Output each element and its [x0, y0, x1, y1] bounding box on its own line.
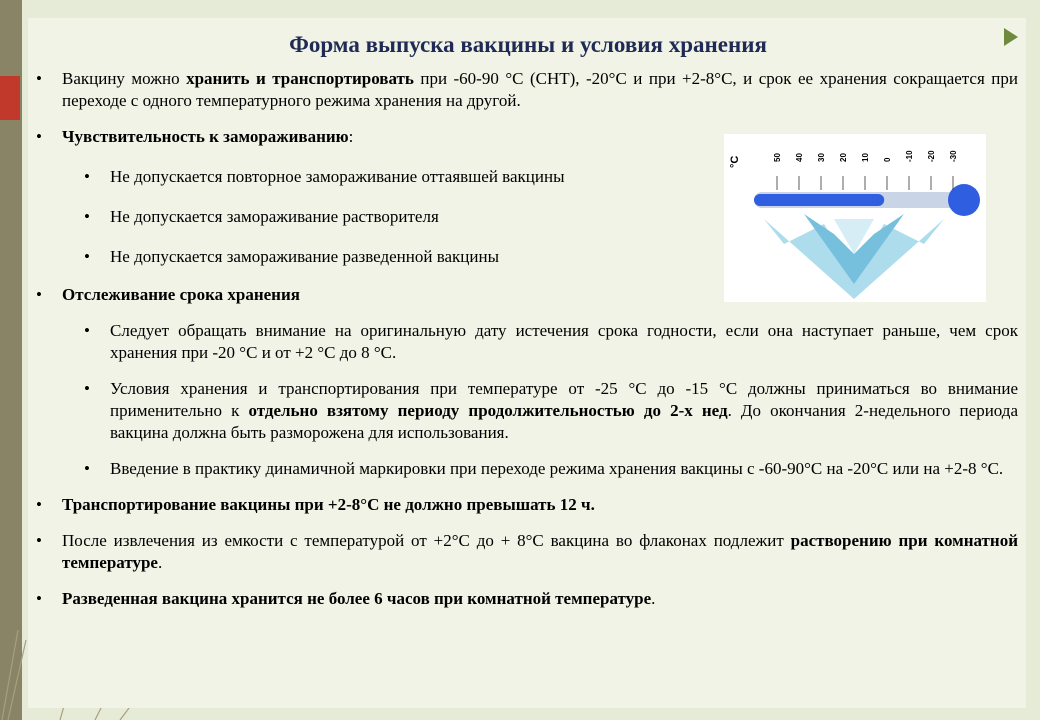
sub-bullet — [34, 166, 670, 188]
tick-label: 40 — [795, 153, 804, 162]
tick-label: 30 — [817, 153, 826, 162]
bold-text: Разведенная вакцина хранится не более 6 часов при комнатной температуре — [62, 589, 652, 608]
red-accent-mark — [0, 76, 20, 120]
text: Не допускается замораживание растворителя — [110, 207, 439, 226]
text: Введение в практику динамичной маркировки при переходе режима хранения вакцины с -60-90°С на -20°С или на +2-8 °С. — [110, 459, 1004, 478]
sub-bullet — [34, 458, 1018, 480]
text: Не допускается замораживание разведенной вакцины — [110, 247, 500, 266]
tick-label: 20 — [839, 153, 848, 162]
tick-label: -30 — [949, 150, 958, 162]
tick-label: 10 — [861, 153, 870, 162]
bullet-storage — [34, 68, 1018, 112]
bold-text: Транспортирование вакцины при +2-8°С не должно превышать 12 ч. — [62, 495, 595, 514]
thermometer-image — [724, 134, 986, 302]
slide-panel — [28, 18, 1026, 708]
tick-label: 50 — [773, 153, 782, 162]
bullet-diluted — [34, 588, 1018, 610]
bullet-after-removal — [34, 530, 1018, 574]
text: Вакцину можно — [62, 69, 187, 88]
slide-title: Форма выпуска вакцины и условия хранения — [289, 32, 767, 57]
bold-text: Отслеживание срока хранения — [62, 285, 300, 304]
unit-label: °C — [729, 155, 741, 168]
text: . До окончания 2-недельного периода вакцина должна быть разморожена для использования. — [110, 401, 1018, 442]
tick-labels — [773, 150, 958, 190]
text: . — [651, 589, 656, 608]
text: . — [157, 553, 163, 572]
text: при -60-90 °С (СНТ), -20°С и при +2-8°С, и срок ее хранения сокращается при переходе с одного температурного режима хранения на другой. — [62, 69, 1018, 110]
sub-bullet — [34, 378, 1018, 444]
thermometer-graphic — [724, 134, 986, 302]
text: Условия хранения и транспортирования при температуре от -25 °С до -15 °С должны приниматься во внимание применительно к — [110, 379, 1018, 420]
text: Следует обращать внимание на оригинальную дату истечения срока годности, если она наступает раньше, чем срок хранения при -20 °С и от +2 °С до 8 °С. — [110, 321, 1018, 362]
bold-text: Чувствительность к замораживанию — [62, 127, 349, 146]
tick-label: -20 — [927, 150, 936, 162]
text: Не допускается повторное замораживание оттаявшей вакцины — [110, 167, 565, 186]
text: : — [348, 127, 354, 146]
snowflake-icon — [764, 214, 944, 299]
tick-label: -10 — [905, 150, 914, 162]
sub-bullet — [34, 320, 1018, 364]
bold-text: хранить и транспортировать — [186, 69, 414, 88]
bullet-transport — [34, 494, 1018, 516]
bold-text: растворению при комнатной температуре — [62, 531, 1018, 572]
tick-label: 0 — [883, 157, 892, 162]
sub-bullet — [34, 206, 670, 228]
thermometer-fill — [754, 194, 884, 206]
text: После извлечения из емкости с температурой от +2°С до + 8°С вакцина во флаконах подлежит — [62, 531, 791, 550]
bold-text: отдельно взятому периоду продолжительностью до 2-х нед — [248, 401, 728, 420]
sub-bullet — [34, 246, 670, 268]
